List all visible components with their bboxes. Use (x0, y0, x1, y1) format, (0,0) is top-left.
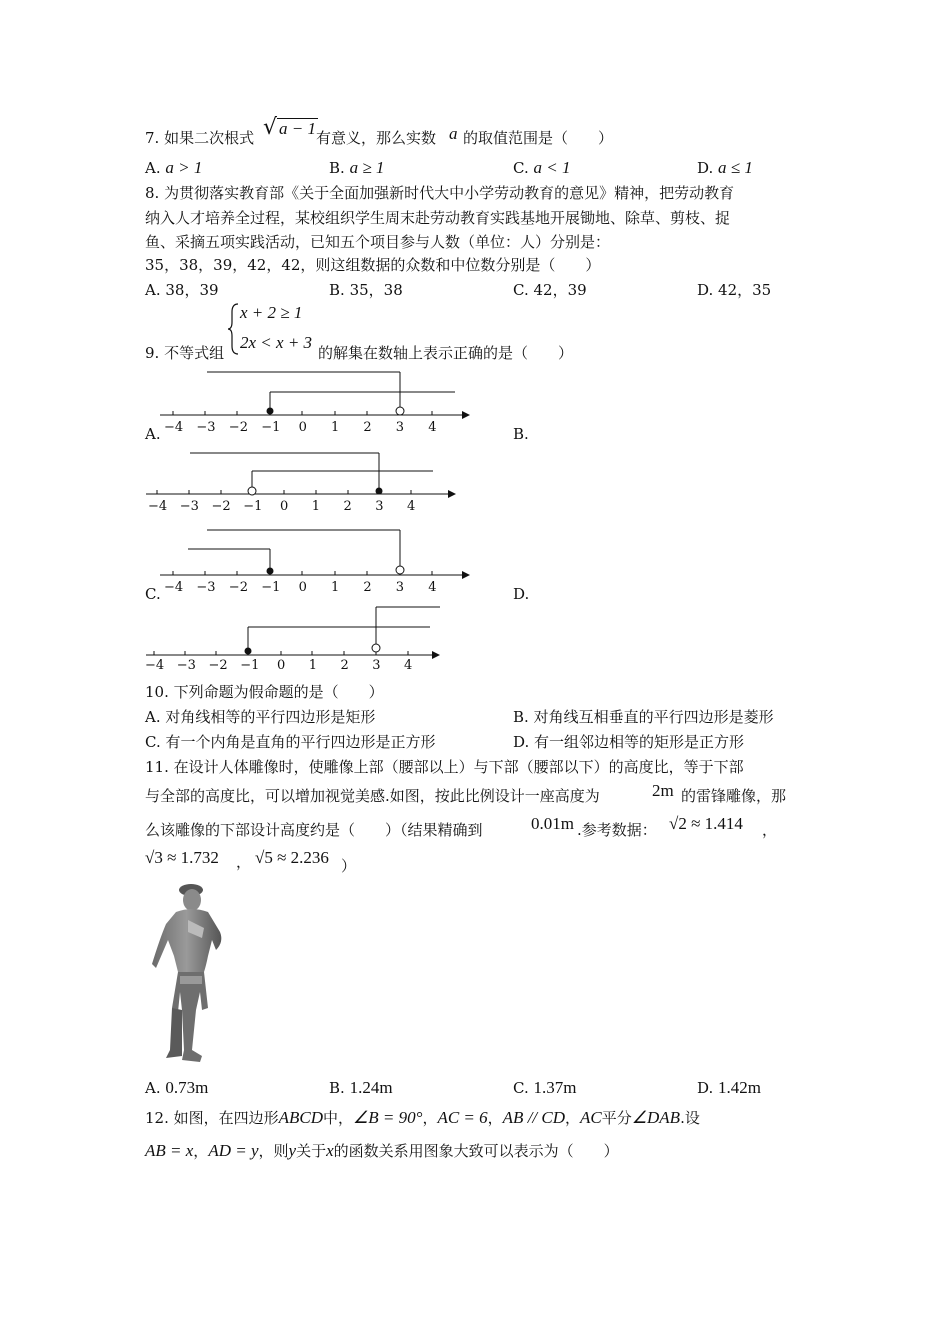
q12-ad-y: AD = y (208, 1141, 259, 1160)
q12-x-var: x (326, 1141, 334, 1160)
q12-text-c: ， (422, 1109, 438, 1127)
q10-option-b[interactable] (513, 707, 774, 727)
q7-option-a-expr: a > 1 (165, 158, 203, 177)
q11-option-c-label: C. (513, 1079, 529, 1097)
q12-quad: ABCD (278, 1108, 324, 1127)
tick-label: −3 (196, 420, 216, 435)
q11-line-1: 11. 在设计人体雕像时，使雕像上部（腰部以上）与下部（腰部以下）的高度比，等于下部 (145, 758, 744, 776)
tick-label: 4 (404, 658, 413, 673)
q12-ab-x: AB = x (145, 1141, 194, 1160)
q12-text-b: 中， (323, 1109, 354, 1127)
q11-option-b-text: 1.24m (349, 1078, 393, 1097)
q11-option-a-text: 0.73m (165, 1078, 209, 1097)
tick-label: 0 (277, 658, 286, 673)
q11-close-paren: ） (341, 857, 357, 875)
q7-text-c: 的取值范围是（ ） (463, 129, 614, 147)
tick-label: −3 (179, 499, 199, 514)
tick-label: 1 (331, 580, 340, 595)
q11-comma: ， (762, 821, 778, 839)
tick-label: 0 (298, 420, 307, 435)
q12-text-h: ， (193, 1142, 209, 1160)
q10-option-c-label: C. (145, 733, 161, 751)
q12-text-j: 关于 (296, 1142, 327, 1160)
q11-option-d[interactable] (697, 1078, 761, 1098)
q8-line-3: 鱼、采摘五项实践活动，已知五个项目参与人数（单位：人）分别是： (145, 233, 611, 251)
q7-radicand: a − 1 (279, 119, 317, 138)
tick-label: −1 (240, 658, 260, 673)
tick-label: 0 (298, 580, 307, 595)
q11-line-3a: 么该雕像的下部设计高度约是（ ）（结果精确到 (145, 821, 483, 839)
q12-text-d: ， (487, 1109, 503, 1127)
tick-label: 2 (363, 580, 372, 595)
q7-option-c-label: C. (513, 159, 529, 177)
q9-label-a[interactable]: A. (145, 425, 161, 443)
tick-label: −2 (208, 658, 228, 673)
q12-y-var: y (288, 1141, 297, 1160)
tick-label: 4 (428, 420, 437, 435)
tick-label: 4 (428, 580, 437, 595)
q11-line-2b: 的雷锋雕像，那 (681, 787, 787, 805)
q12-text-e: ， (565, 1109, 581, 1127)
q9-label-d[interactable]: D. (513, 585, 530, 603)
tick-label: −2 (228, 420, 248, 435)
q10-option-b-text: 对角线互相垂直的平行四边形是菱形 (533, 708, 774, 726)
number-line-c (160, 530, 470, 579)
q7-text-a: 7. 如果二次根式 (145, 129, 255, 147)
q9-text-b: 的解集在数轴上表示正确的是（ ） (318, 344, 574, 362)
q10-option-b-label: B. (513, 708, 529, 726)
tick-label: −4 (164, 420, 184, 435)
q8-option-b-text: 35，38 (349, 281, 403, 299)
q9-ineq-1: x + 2 ≥ 1 (240, 303, 303, 322)
tick-label: −3 (176, 658, 196, 673)
q11-comma-2: ， (236, 853, 252, 871)
q7-option-d-label: D. (697, 159, 714, 177)
q8-line-2: 纳入人才培养全过程，某校组织学生周末赴劳动教育实践基地开展锄地、除草、剪枝、捉 (145, 209, 731, 227)
q9-ineq-2: 2x < x + 3 (240, 333, 313, 352)
tick-label: 2 (343, 499, 352, 514)
q7-text-b: 有意义，那么实数 (316, 129, 437, 147)
q11-option-d-text: 1.42m (718, 1078, 762, 1097)
q12-angle: ∠B = 90° (353, 1108, 423, 1127)
q12-dab: ∠DAB (631, 1108, 681, 1127)
tick-label: 3 (372, 658, 381, 673)
tick-label: −4 (145, 658, 165, 673)
q8-option-b-label: B. (329, 281, 345, 299)
tick-label: 3 (395, 580, 405, 595)
q12-text-i: ，则 (258, 1142, 289, 1160)
tick-label: 1 (311, 499, 321, 514)
number-line-d (146, 607, 440, 659)
q8-option-d-text: 42，35 (718, 281, 772, 299)
q11-option-c[interactable] (513, 1078, 576, 1098)
tick-label: 4 (407, 499, 416, 514)
tick-label: 3 (375, 499, 384, 514)
q10-option-c[interactable] (145, 732, 436, 752)
tick-label: 3 (395, 420, 405, 435)
q10-title: 10. 下列命题为假命题的是（ ） (145, 683, 384, 701)
q8-option-a-text: 38，39 (165, 281, 219, 299)
q12-line-1 (145, 1108, 700, 1128)
q12-ac: AC = 6 (437, 1108, 488, 1127)
q11-option-b-label: B. (329, 1079, 345, 1097)
q12-parallel: AB // CD (502, 1108, 566, 1127)
q11-ref-3: √5 ≈ 2.236 (255, 848, 329, 867)
tick-label: −2 (228, 580, 248, 595)
q10-option-a-text: 对角线相等的平行四边形是矩形 (165, 708, 376, 726)
tick-label: 1 (331, 420, 340, 435)
q8-option-c-label: C. (513, 281, 529, 299)
number-line-b (146, 453, 456, 498)
q9-label-b[interactable]: B. (513, 425, 529, 443)
q8-option-a-label: A. (145, 281, 161, 299)
q10-option-d[interactable] (513, 732, 744, 752)
tick-label: −1 (243, 499, 263, 514)
q11-option-a-label: A. (145, 1079, 161, 1097)
q10-option-c-text: 有一个内角是直角的平行四边形是正方形 (165, 733, 436, 751)
tick-label: −2 (211, 499, 231, 514)
tick-label: −1 (261, 580, 281, 595)
tick-label: −4 (164, 580, 184, 595)
q7-option-c-expr: a < 1 (533, 158, 571, 177)
q10-option-d-label: D. (513, 733, 530, 751)
q11-ref-1: √2 ≈ 1.414 (669, 814, 743, 833)
q12-line-2 (145, 1141, 619, 1161)
tick-label: 2 (340, 658, 349, 673)
q12-text-k: 的函数关系用图象大致可以表示为（ ） (333, 1142, 619, 1160)
q7-var: a (449, 124, 458, 143)
tick-label: 0 (280, 499, 289, 514)
tick-label: 1 (308, 658, 318, 673)
q11-line-2a: 与全部的高度比，可以增加视觉美感.如图，按此比例设计一座高度为 (145, 787, 600, 805)
q9-label-c[interactable]: C. (145, 585, 161, 603)
q7-option-b-label: B. (329, 159, 345, 177)
q11-option-d-label: D. (697, 1079, 714, 1097)
q11-option-c-text: 1.37m (533, 1078, 577, 1097)
q9-text-a: 9. 不等式组 (145, 344, 225, 362)
q12-ac-var: AC (580, 1108, 602, 1127)
q11-option-a[interactable] (145, 1078, 208, 1098)
q11-precision: 0.01m (531, 814, 574, 833)
q11-option-b[interactable] (329, 1078, 393, 1098)
q10-option-a-label: A. (145, 708, 161, 726)
q12-text-f: 平分 (601, 1109, 632, 1127)
q7-option-b-expr: a ≥ 1 (349, 158, 385, 177)
q12-text-a: 12. 如图，在四边形 (145, 1109, 279, 1127)
tick-label: 2 (363, 420, 372, 435)
q8-line-4: 35，38，39，42，42，则这组数据的众数和中位数分别是（ ） (145, 256, 601, 274)
q10-option-d-text: 有一组邻边相等的矩形是正方形 (534, 733, 745, 751)
q12-text-g: .设 (680, 1109, 700, 1127)
tick-label: −4 (148, 499, 168, 514)
q11-ref-2: √3 ≈ 1.732 (145, 848, 219, 867)
statue-image (146, 880, 228, 1066)
tick-label: −1 (261, 420, 281, 435)
q7-option-a-label: A. (145, 159, 161, 177)
number-line-a (160, 372, 470, 419)
tick-label: −3 (196, 580, 216, 595)
q11-line-3b: .参考数据： (577, 821, 657, 839)
sqrt-icon: √ (263, 115, 278, 140)
q8-option-c-text: 42，39 (533, 281, 587, 299)
q8-option-d-label: D. (697, 281, 714, 299)
q7-option-d-expr: a ≤ 1 (718, 158, 753, 177)
q10-option-a[interactable] (145, 707, 375, 727)
q11-height: 2m (652, 781, 674, 800)
q8-line-1: 8. 为贯彻落实教育部《关于全面加强新时代大中小学劳动教育的意见》精神，把劳动教育 (145, 184, 735, 202)
